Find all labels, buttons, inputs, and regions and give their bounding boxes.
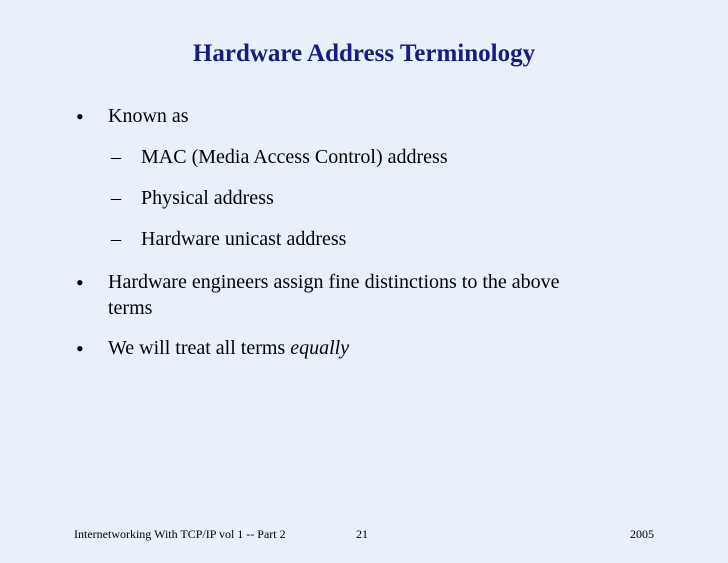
- sub-item-text: Hardware unicast address: [141, 228, 347, 250]
- bullet-text: Known as: [108, 105, 189, 127]
- bullet-text-prefix: We will treat all terms: [108, 337, 291, 359]
- dash-icon: –: [111, 146, 121, 168]
- bullet-text-line-2: terms: [108, 297, 153, 319]
- sub-item-text: Physical address: [141, 187, 274, 209]
- bullet-dot-icon: •: [76, 270, 84, 295]
- bullet-text-line-1: Hardware engineers assign fine distinctions to the above: [108, 271, 560, 293]
- footer-course-title: Internetworking With TCP/IP vol 1 -- Part 2: [74, 527, 286, 541]
- footer-page-number: 21: [356, 527, 368, 541]
- dash-icon: –: [111, 228, 121, 250]
- bullet-dot-icon: •: [76, 104, 84, 129]
- bullet-dot-icon: •: [76, 336, 84, 361]
- sub-item-text: MAC (Media Access Control) address: [141, 146, 448, 168]
- slide-title: Hardware Address Terminology: [192, 40, 536, 67]
- bullet-text-emphasis: equally: [290, 337, 350, 359]
- footer-year: 2005: [630, 527, 654, 541]
- bullet-text: [108, 336, 349, 361]
- dash-icon: –: [111, 187, 121, 209]
